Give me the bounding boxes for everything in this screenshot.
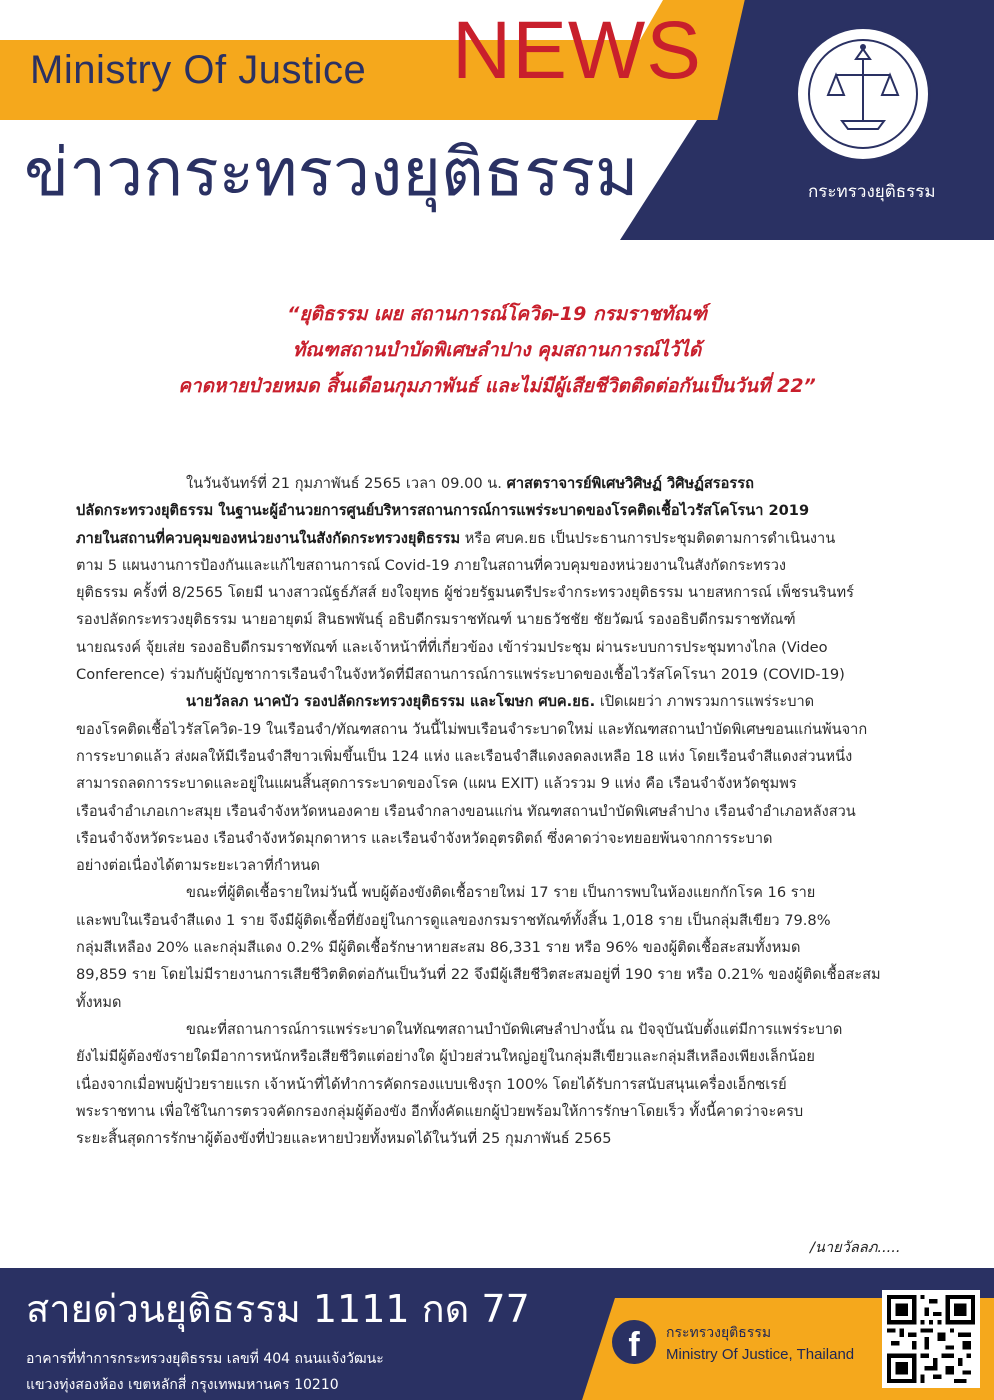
ministry-seal-icon xyxy=(795,26,931,162)
body-line: การระบาดแล้ว ส่งผลให้มีเรือนจำสีขาวเพิ่มขึ้นเป็น 124 แห่ง และเรือนจำสีแดงลดลงเหลือ 18 แห่ง โดยเรือนจำสีแดงส่วนหนึ่ง xyxy=(76,747,853,765)
body-line xyxy=(76,525,922,552)
body-line: ของโรคติดเชื้อไวรัสโควิด-19 ในเรือนจำ/ทัณฑสถาน วันนี้ไม่พบเรือนจำระบาดใหม่ และทัณฑสถานบำบัดพิเศษขอนแก่นพ้นจาก xyxy=(76,720,868,738)
body-text-bold: ภายในสถานที่ควบคุมของหน่วยงานในสังกัดกระทรวงยุติธรรม xyxy=(76,529,461,547)
body-line: และพบในเรือนจำสีแดง 1 ราย จึงมีผู้ติดเชื้อที่ยังอยู่ในการดูแลของกรมราชทัณฑ์ทั้งสิ้น 1,018 ราย เป็นกลุ่มสีเขียว 79.8% xyxy=(76,911,831,929)
signoff: /นายวัลลภ..... xyxy=(810,1239,901,1256)
body-line: เนื่องจากเมื่อพบผู้ป่วยรายแรก เจ้าหน้าที่ได้ทำการคัดกรองแบบเชิงรุก 100% โดยได้รับการสนับสนุนเครื่องเอ็กซเรย์ xyxy=(76,1075,787,1093)
body-line: ยุติธรรม ครั้งที่ 8/2565 โดยมี นางสาวณัฐธ์ภัสส์ ยงใจยุทธ ผู้ช่วยรัฐมนตรีประจำกระทรวงยุติธรรม นายสหการณ์ เพ็ชรนรินทร์ xyxy=(76,584,854,602)
body-text-bold: ศาสตราจารย์พิเศษวิศิษฏ์ วิศิษฏ์สรอรรถ xyxy=(506,475,754,492)
headline xyxy=(60,296,934,404)
facebook-name-thai[interactable]: กระทรวงยุติธรรม xyxy=(666,1325,772,1341)
body-text: หรือ ศบค.ยธ เป็นประธานการประชุมติดตามการดำเนินงาน xyxy=(460,529,836,547)
body-line: ยังไม่มีผู้ต้องขังรายใดมีอาการหนักหรือเสียชีวิตแต่อย่างใด ผู้ป่วยส่วนใหญ่อยู่ในกลุ่มสีเขียวและกลุ่มสีเหลืองเพียงเล็กน้อย xyxy=(76,1048,815,1066)
body-line xyxy=(76,497,922,524)
body-line: รองปลัดกระทรวงยุติธรรม นายอายุตม์ สินธพพันธุ์ อธิบดีกรมราชทัณฑ์ นายธวัชชัย ชัยวัฒน์ รองอธิบดีกรมราชทัณฑ์ xyxy=(76,611,796,629)
facebook-name-english[interactable]: Ministry Of Justice, Thailand xyxy=(666,1346,855,1363)
hotline: สายด่วนยุติธรรม 1111 กด 77 xyxy=(26,1287,530,1331)
headline-line: คาดหายป่วยหมด สิ้นเดือนกุมภาพันธ์ และไม่มีผู้เสียชีวิตติดต่อกันเป็นวันที่ 22” xyxy=(178,375,816,397)
body-line: เรือนจำอำเภอเกาะสมุย เรือนจำจังหวัดหนองคาย เรือนจำกลางขอนแก่น ทัณฑสถานบำบัดพิเศษลำปาง เรือนจำอำเภอหลังสวน xyxy=(76,802,856,820)
body-line: พระราชทาน เพื่อใช้ในการตรวจคัดกรองกลุ่มผู้ต้องขัง อีกทั้งคัดแยกผู้ป่วยพร้อมให้การรักษาโดยเร็ว ทั้งนี้คาดว่าจะครบ xyxy=(76,1102,804,1120)
body-line: ขณะที่ผู้ติดเชื้อรายใหม่วันนี้ พบผู้ต้องขังติดเชื้อรายใหม่ 17 ราย เป็นการพบในห้องแยกกักโรค 16 ราย xyxy=(186,884,816,902)
body-line: นายณรงค์ จุ้ยเส่ย รองอธิบดีกรมราชทัณฑ์ และเจ้าหน้าที่ที่เกี่ยวข้อง เข้าร่วมประชุม ผ่านระบบการประชุมทางไกล (Video xyxy=(76,638,828,656)
body-text-bold: นายวัลลภ นาคบัว รองปลัดกระทรวงยุติธรรม และโฆษก ศบค.ยธ. xyxy=(186,693,596,711)
body-line: สามารถลดการระบาดและอยู่ในแผนสิ้นสุดการระบาดของโรค (แผน EXIT) แล้วรวม 9 แห่ง คือ เรือนจำจังหวัดชุมพร xyxy=(76,775,797,793)
headline-line: “ยุติธรรม เผย สถานการณ์โควิด-19 กรมราชทัณฑ์ xyxy=(287,303,707,325)
body-line: Conference) ร่วมกับผู้บัญชาการเรือนจำในจังหวัดที่มีสถานการณ์การแพร่ระบาดของเชื้อไวรัสโคโรนา 2019 (COVID-19) xyxy=(76,666,845,684)
article-body xyxy=(76,470,922,1152)
address-line: อาคารที่ทำการกระทรวงยุติธรรม เลขที่ 404 ถนนแจ้งวัฒนะ xyxy=(26,1351,384,1367)
facebook-icon[interactable]: f xyxy=(612,1320,656,1364)
body-line: ทั้งหมด xyxy=(76,993,122,1011)
body-line: ตาม 5 แผนงานการป้องกันและแก้ไขสถานการณ์ Covid-19 ภายในสถานที่ควบคุมของหน่วยงานในสังกัดกระทรวง xyxy=(76,556,787,574)
title-english: Ministry Of Justice xyxy=(30,48,367,92)
body-text-bold: ปลัดกระทรวงยุติธรรม ในฐานะผู้อำนวยการศูนย์บริหารสถานการณ์การแพร่ระบาดของโรคติดเชื้อไวรัสโคโรนา 2019 xyxy=(76,502,810,520)
body-line: อย่างต่อเนื่องได้ตามระยะเวลาที่กำหนด xyxy=(76,857,320,875)
body-line: 89,859 ราย โดยไม่มีรายงานการเสียชีวิตติดต่อกันเป็นวันที่ 22 จึงมีผู้เสียชีวิตสะสมอยู่ที่ 190 ราย หรือ 0.21% ของผู้ติดเชื้อสะสม xyxy=(76,966,881,984)
title-thai: ข่าวกระทรวงยุติธรรม xyxy=(24,134,639,211)
body-line: กลุ่มสีเหลือง 20% และกลุ่มสีแดง 0.2% มีผู้ติดเชื้อรักษาหายสะสม 86,331 ราย หรือ 96% ของผู้ติดเชื้อสะสมทั้งหมด xyxy=(76,939,801,957)
headline-line: ทัณฑสถานบำบัดพิเศษลำปาง คุมสถานการณ์ไว้ได้ xyxy=(292,339,702,361)
seal-emblem xyxy=(798,29,928,159)
title-news: NEWS xyxy=(452,5,702,96)
qr-code-icon[interactable] xyxy=(882,1290,980,1388)
body-text: เปิดเผยว่า ภาพรวมการแพร่ระบาด xyxy=(595,693,815,711)
body-line: เรือนจำจังหวัดระนอง เรือนจำจังหวัดมุกดาหาร และเรือนจำจังหวัดอุตรดิตถ์ ซึ่งคาดว่าจะทยอยพ้นจากการระบาด xyxy=(76,829,773,847)
body-line xyxy=(76,470,922,497)
header-navy-wedge xyxy=(620,120,760,240)
address-line: แขวงทุ่งสองห้อง เขตหลักสี่ กรุงเทพมหานคร 10210 xyxy=(26,1377,339,1393)
body-line: ขณะที่สถานการณ์การแพร่ระบาดในทัณฑสถานบำบัดพิเศษลำปางนั้น ณ ปัจจุบันนับตั้งแต่มีการแพร่ระบาด xyxy=(186,1020,843,1038)
seal-label: กระทรวงยุติธรรม xyxy=(808,182,936,202)
body-text: ในวันจันทร์ที่ 21 กุมภาพันธ์ 2565 เวลา 09.00 น. xyxy=(186,475,507,492)
body-line: ระยะสิ้นสุดการรักษาผู้ต้องขังที่ป่วยและหายป่วยทั้งหมดได้ในวันที่ 25 กุมภาพันธ์ 2565 xyxy=(76,1130,612,1148)
body-line xyxy=(76,688,922,715)
qr-code-pattern xyxy=(887,1295,975,1383)
